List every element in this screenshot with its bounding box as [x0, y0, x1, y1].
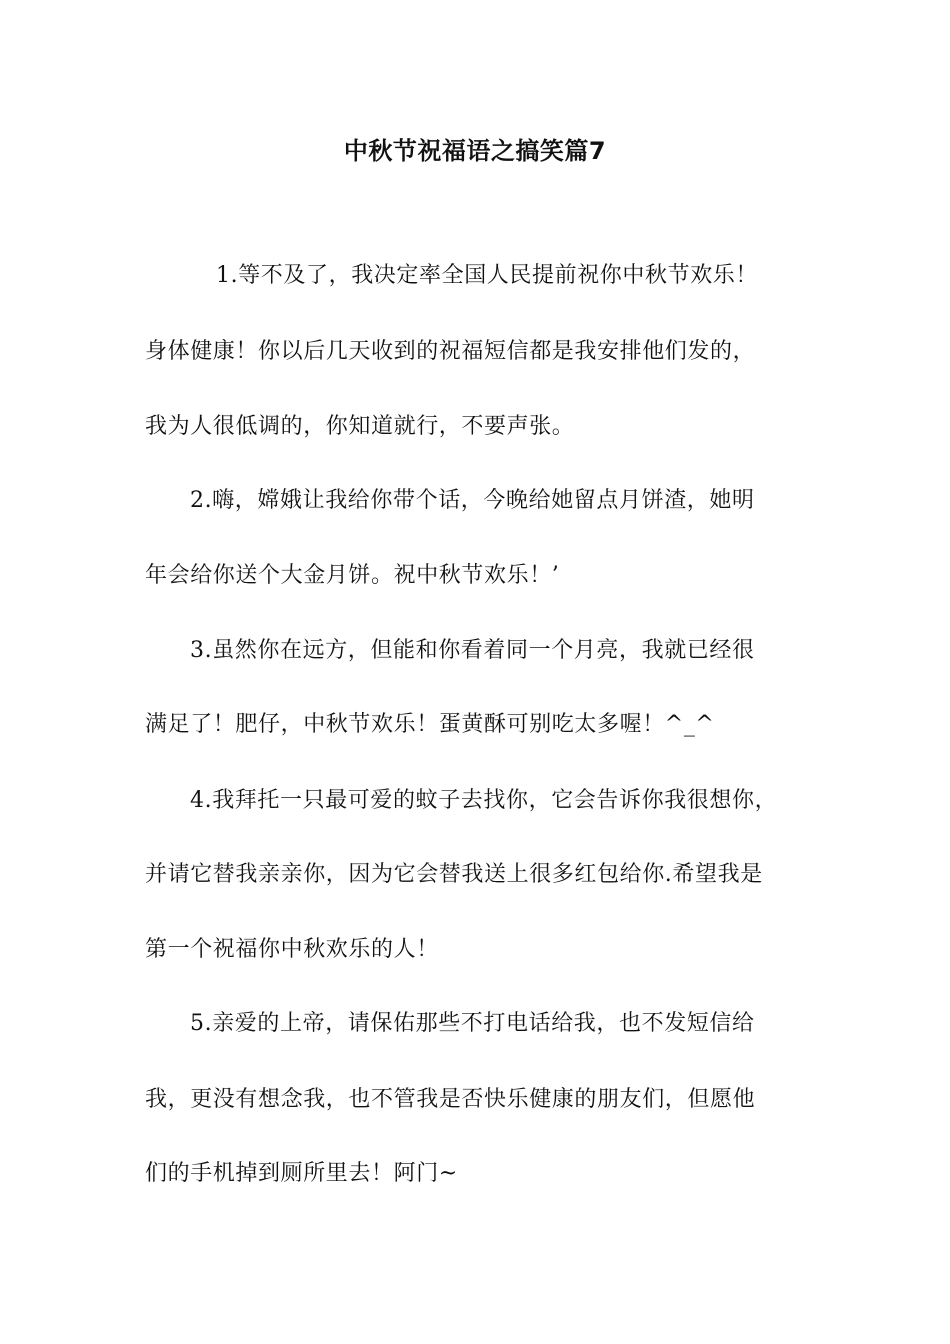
paragraph-5-line-3: 们的手机掉到厕所里去！阿门~	[145, 1161, 458, 1186]
paragraph-4-line-2: 并请它替我亲亲你，因为它会替我送上很多红包给你.希望我是	[145, 862, 763, 887]
document-title: 中秋节祝福语之搞笑篇7	[343, 137, 607, 165]
paragraph-4-line-1: 4.我拜托一只最可爱的蚊子去找你，它会告诉你我很想你，	[190, 788, 778, 813]
paragraph-4-line-3: 第一个祝福你中秋欢乐的人！	[145, 937, 439, 962]
paragraph-3-line-2: 满足了！肥仔，中秋节欢乐！蛋黄酥可别吃太多喔！^_^	[145, 712, 715, 737]
paragraph-2-line-2: 年会给你送个大金月饼。祝中秋节欢乐！’	[145, 563, 560, 588]
paragraph-5-line-2: 我，更没有想念我，也不管我是否快乐健康的朋友们，但愿他	[145, 1087, 756, 1112]
paragraph-1-line-2: 身体健康！你以后几天收到的祝福短信都是我安排他们发的，	[145, 339, 756, 364]
paragraph-5-line-1: 5.亲爱的上帝，请保佑那些不打电话给我，也不发短信给	[190, 1011, 755, 1036]
paragraph-1-line-3: 我为人很低调的，你知道就行，不要声张。	[145, 414, 575, 439]
paragraph-3-line-1: 3.虽然你在远方，但能和你看着同一个月亮，我就已经很	[190, 638, 755, 663]
paragraph-1-line-1: 1.等不及了，我决定率全国人民提前祝你中秋节欢乐！	[216, 263, 758, 288]
paragraph-2-line-1: 2.嗨，嫦娥让我给你带个话，今晚给她留点月饼渣，她明	[190, 488, 755, 513]
